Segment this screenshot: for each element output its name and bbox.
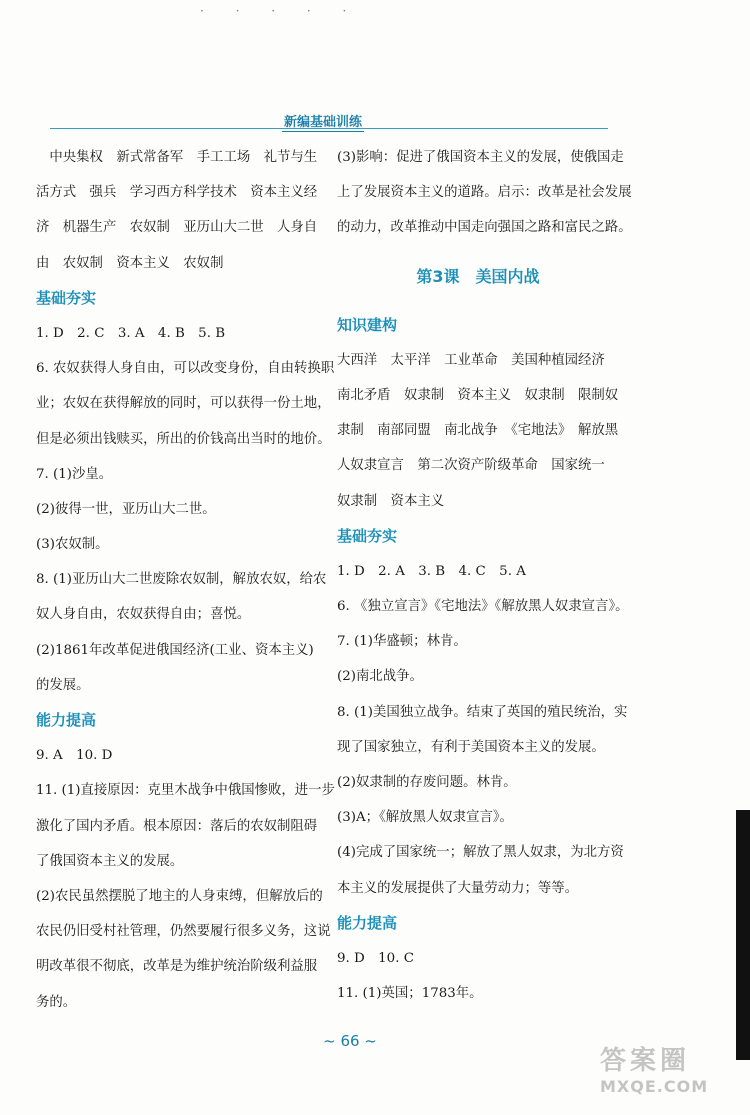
text-line: 奴人身自由，农奴获得自由；喜悦。	[36, 607, 251, 623]
text-line: 的动力，改革推动中国走向强国之路和富民之路。	[337, 220, 632, 236]
text-line: (2)南北战争。	[337, 669, 423, 685]
text-line: 7. (1)华盛顿；林肯。	[337, 634, 467, 650]
left-column	[36, 140, 334, 1020]
text-line: (2)1861年改革促进俄国经济(工业、资本主义)	[36, 642, 314, 658]
scan-marks: · · · · ·	[200, 4, 361, 18]
section-heading: 能力提高	[337, 913, 398, 932]
answer-block	[36, 140, 334, 281]
answer-block	[36, 562, 334, 632]
answer-block	[36, 879, 334, 1020]
text-line: 9. D 10. C	[337, 950, 414, 966]
right-column	[337, 140, 632, 1011]
text-line: 8. (1)美国独立战争。结束了英国的殖民统治，实	[337, 704, 628, 720]
answer-block	[36, 457, 334, 492]
answer-block	[36, 738, 334, 773]
text-line: 的发展。	[36, 677, 90, 693]
text-line: 明改革很不彻底，改革是为维护统治阶级利益服	[36, 959, 318, 975]
answer-block	[337, 765, 619, 800]
answer-block	[36, 316, 334, 351]
text-line: 1. D 2. C 3. A 4. B 5. B	[36, 325, 226, 341]
lesson-title: 第3课 美国内战	[416, 266, 540, 286]
text-line: 11. (1)英国；1783年。	[337, 986, 483, 1002]
text-line: 务的。	[36, 994, 77, 1010]
answer-block	[337, 659, 619, 694]
text-line: 但是必须出钱赎买，所出的价钱高出当时的地价。	[36, 431, 331, 447]
page-number: ~ 66 ~	[323, 1032, 377, 1050]
answer-block	[337, 800, 619, 835]
text-line: 6. 农奴获得人身自由，可以改变身份，自由转换职	[36, 361, 335, 377]
scan-edge-bar	[736, 810, 750, 1060]
text-line: 8. (1)亚历山大二世废除农奴制，解放农奴，给农	[36, 572, 327, 588]
answer-block	[36, 633, 334, 703]
text-line: 本主义的发展提供了大量劳动力；等等。	[337, 880, 579, 896]
answer-block	[36, 492, 334, 527]
watermark-url: MXQE.COM	[600, 1077, 709, 1096]
text-line: 人奴隶宣言 第二次资产阶级革命 国家统一	[337, 458, 605, 474]
answer-block	[337, 695, 628, 765]
answer-block	[337, 976, 619, 1011]
text-line: 隶制 南部同盟 南北战争 《宅地法》 解放黑	[337, 423, 619, 439]
text-line: (2)农民虽然摆脱了地主的人身束缚，但解放后的	[36, 888, 323, 904]
answer-block	[337, 624, 619, 659]
text-line: 由 农奴制 资本主义 农奴制	[36, 255, 224, 271]
text-line: (2)奴隶制的存废问题。林肯。	[337, 775, 517, 790]
text-line: 南北矛盾 奴隶制 资本主义 奴隶制 限制奴	[337, 387, 619, 403]
text-line: 济 机器生产 农奴制 亚历山大二世 人身自	[36, 220, 318, 236]
text-line: 上了发展资本主义的道路。启示：改革是社会发展	[337, 185, 632, 201]
answer-block	[36, 527, 334, 562]
text-line: 激化了国内矛盾。根本原因：落后的农奴制阻碍	[36, 818, 318, 834]
text-line: 11. (1)直接原因：克里木战争中俄国惨败，进一步	[36, 783, 335, 799]
answer-block	[36, 773, 334, 879]
text-line: 农民仍旧受村社管理，仍然要履行很多义务，这说	[36, 924, 331, 940]
answer-block	[337, 589, 629, 624]
text-line: (4)完成了国家统一；解放了黑人奴隶，为北方资	[337, 845, 624, 861]
text-line: 业；农奴在获得解放的同时，可以获得一份土地，	[36, 396, 331, 412]
text-line: 大西洋 太平洋 工业革命 美国种植园经济	[337, 352, 605, 368]
answer-block	[337, 835, 624, 905]
text-line: (2)彼得一世，亚历山大二世。	[36, 501, 216, 517]
answer-block	[337, 343, 619, 519]
text-line: (3)A；《解放黑人奴隶宣言》。	[337, 810, 513, 826]
section-heading: 知识建构	[337, 315, 398, 334]
text-line: 1. D 2. A 3. B 4. C 5. A	[337, 563, 526, 579]
answer-block	[36, 351, 334, 457]
text-line: (3)影响：促进了俄国资本主义的发展，使俄国走	[337, 150, 624, 165]
text-line: (3)农奴制。	[36, 537, 109, 553]
running-header-title: 新编基础训练	[283, 115, 362, 130]
answer-block	[337, 941, 619, 976]
text-line: 9. A 10. D	[36, 748, 113, 764]
site-watermark	[600, 1040, 750, 1115]
text-line: 奴隶制 资本主义	[337, 493, 445, 509]
section-heading: 基础夯实	[337, 526, 398, 545]
section-heading: 基础夯实	[36, 288, 97, 307]
text-line: 6. 《独立宣言》《宅地法》《解放黑人奴隶宣言》。	[337, 599, 629, 615]
section-heading: 能力提高	[36, 711, 97, 729]
watermark-logo-text: 答案圈	[600, 1046, 691, 1076]
answer-block	[337, 554, 619, 589]
header-rule	[50, 128, 608, 129]
text-line: 中央集权 新式常备军 手工工场 礼节与生	[36, 150, 318, 165]
answer-block	[337, 140, 632, 246]
text-line: 7. (1)沙皇。	[36, 466, 113, 482]
text-line: 了俄国资本主义的发展。	[36, 853, 184, 869]
text-line: 现了国家独立，有利于美国资本主义的发展。	[337, 739, 605, 755]
text-line: 活方式 强兵 学习西方科学技术 资本主义经	[36, 185, 318, 201]
